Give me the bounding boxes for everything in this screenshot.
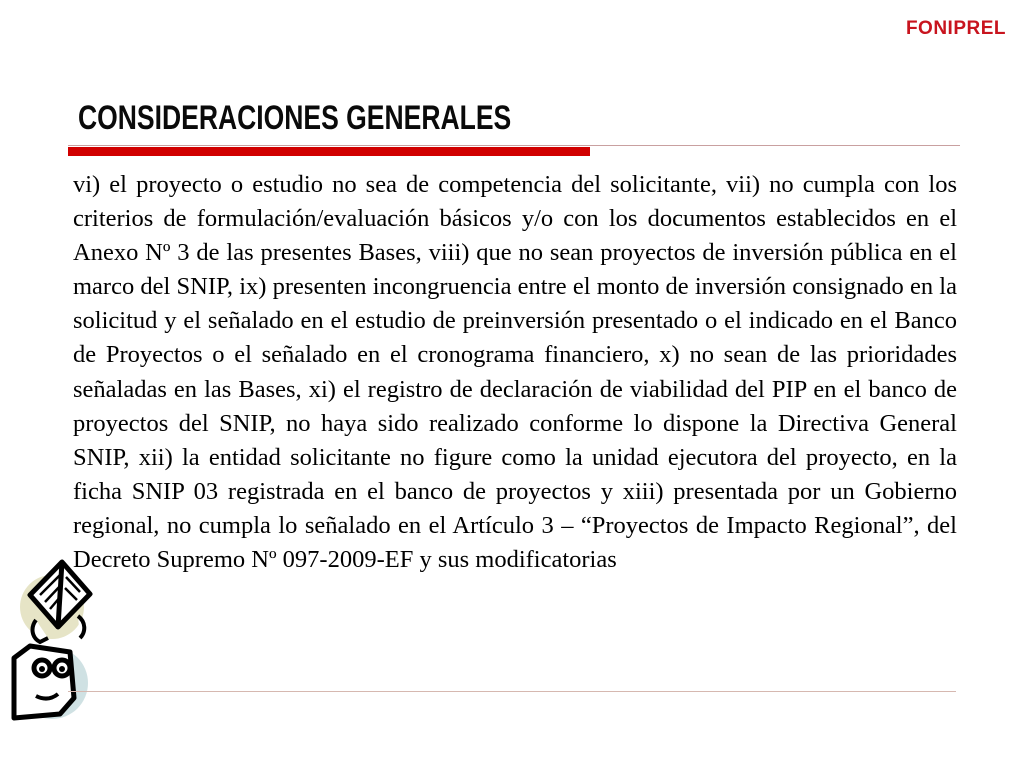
slide-title: CONSIDERACIONES GENERALES xyxy=(78,99,512,137)
foniprel-logo: FONIPREL xyxy=(905,18,1006,39)
slide-body-text: vi) el proyecto o estudio no sea de competencia del solicitante, vii) no cumpla con los criterios de formulación/evaluación básicos y/o con los documentos establecidos en el Anexo Nº 3 de las presentes Bases, viii) que no sean proyectos de inversión pública en el marco del SNIP, ix) presenten incongruencia entre el monto de inversión consignado en la solicitud y el señalado en el estudio de preinversión presentado o el indicado en el Banco de Proyectos o el señalado en el cronograma financiero, x) no sean de las prioridades señaladas en las Bases, xi) el registro de declaración de viabilidad del PIP en el banco de proyectos del SNIP, no haya sido realizado conforme lo dispone la Directiva General SNIP, xii) la entidad solicitante no figure como la unidad ejecutora del proyecto, en la ficha SNIP 03 registrada en el banco de proyectos y xiii) presentada por un Gobierno regional, no cumpla lo señalado en el Artículo 3 – “Proyectos de Impacto Regional”, del Decreto Supremo Nº 097-2009-EF y sus modificatorias xyxy=(73,171,957,574)
reading-person-clipart-icon xyxy=(0,550,110,740)
title-underline-red-bar xyxy=(68,147,590,156)
footer-divider xyxy=(68,691,956,692)
title-underline-thin xyxy=(68,145,960,146)
